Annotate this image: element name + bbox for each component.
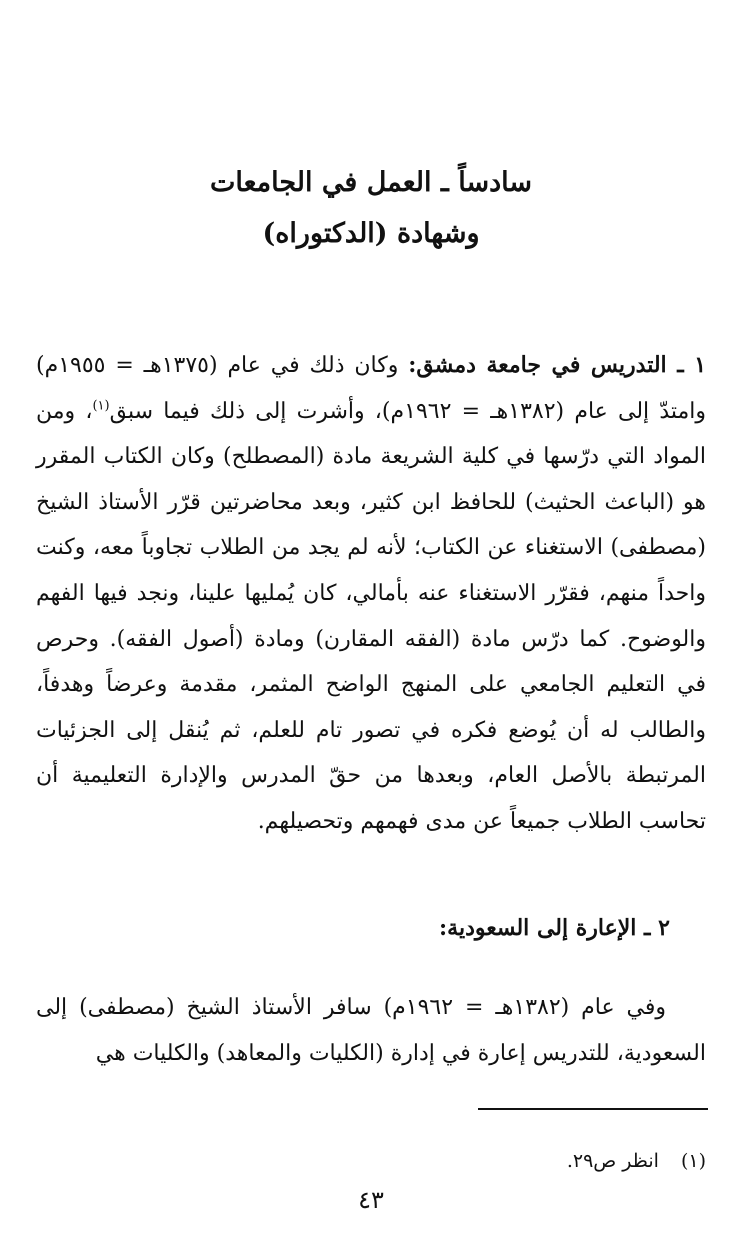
section-title: سادساً ـ العمل في الجامعات <box>210 167 532 198</box>
section-subtitle: وشهادة (الدكتوراه) <box>262 218 480 249</box>
subsection-heading: ٢ ـ الإعارة إلى السعودية: <box>439 915 670 941</box>
footnote <box>567 1146 706 1176</box>
paragraph-lead-heading: ١ ـ التدريس في جامعة دمشق: <box>408 352 707 378</box>
paragraph-text: ، ومن المواد التي درّسها في كلية الشريعة مادة (المصطلح) وكان الكتاب المقرر هو (الباعث الحثيث) للحافظ ابن كثير، وبعد محاضرتين قرّر الأستاذ الشيخ (مصطفى) الاستغناء عن الكتاب؛ لأنه لم يجد من الطلاب تجاوباً معه، وكنت واحداً منهم، فقرّر الاستغناء عنه بأمالي، كان يُمليها علينا، ونجد فيها الفهم والوضوح. كما درّس مادة (الفقه المقارن) ومادة (أصول الفقه). وحرص في التعليم الجامعي على المنهج الواضح المثمر، مقدمة وعرضاً وهدفاً، والطالب له أن يُوضع فكره في تصور تام للعلم، ثم يُنقل إلى الجزئيات المرتبطة بالأصل العام، وبعدها من حقّ المدرس والإدارة التعليمية أن تحاسب الطلاب جميعاً عن مدى فهمهم وتحصيلهم. <box>36 398 706 834</box>
paragraph-secondment-saudi: وفي عام (١٣٨٢هـ = ١٩٦٢م) سافر الأستاذ الشيخ (مصطفى) إلى السعودية، للتدريس إعارة في إدارة (الكليات والمعاهد) والكليات هي <box>36 995 706 1066</box>
paragraph-text: وكان ذلك في عام (١٣٧٥هـ = ١٩٥٥م) وامتدّ إلى عام (١٣٨٢هـ = ١٩٦٢م)، وأشرت إلى ذلك فيما سبق <box>36 353 707 424</box>
footnote-number: (١) <box>680 1150 706 1172</box>
paragraph-teaching-damascus <box>36 343 706 845</box>
footnote-reference[interactable]: (١) <box>92 398 110 414</box>
footnote-divider <box>478 1108 708 1110</box>
page-number: ٤٣ <box>358 1186 384 1214</box>
footnote-text: انظر ص٢٩. <box>566 1150 659 1172</box>
